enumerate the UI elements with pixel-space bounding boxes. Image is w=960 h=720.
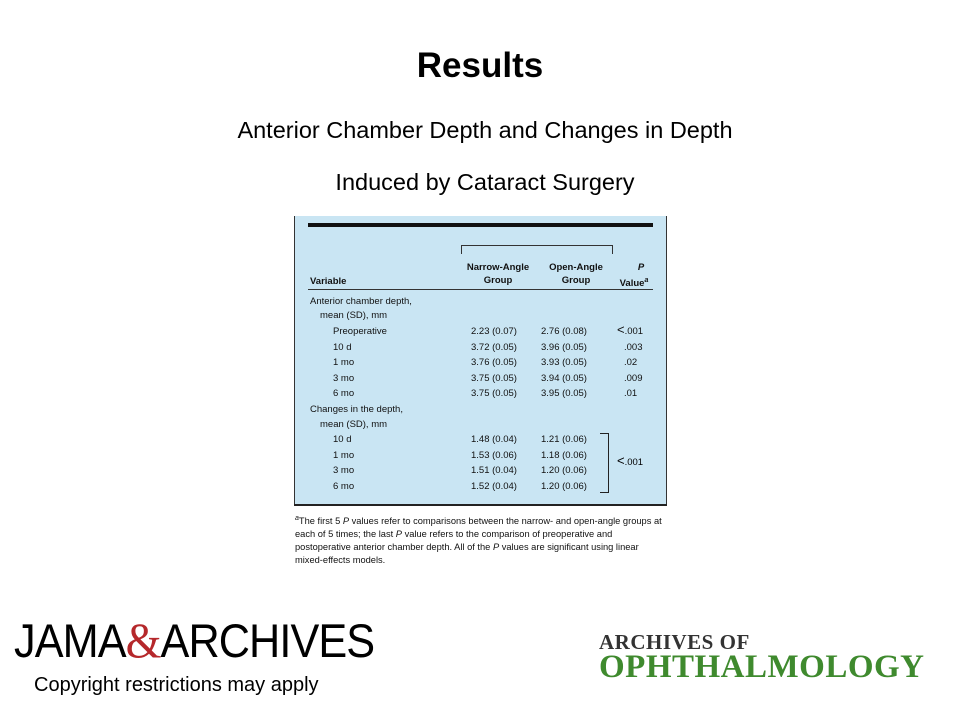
header-narrow-angle: [456, 261, 540, 287]
slide-title: Results: [416, 46, 544, 85]
row-narrow-value: 3.76 (0.05): [471, 357, 517, 368]
header-p-value-text: Value: [619, 278, 645, 290]
row-label: 1 mo: [333, 450, 355, 461]
row-label: 10 d: [333, 342, 352, 353]
row-open-value: 2.76 (0.08): [541, 326, 587, 337]
slide-subtitle-line2: Induced by Cataract Surgery: [335, 169, 635, 195]
row-label: 3 mo: [333, 465, 355, 476]
row-narrow-value: 1.53 (0.06): [471, 450, 517, 461]
jama-logo-ampersand: &: [125, 612, 161, 668]
jama-archives-logo: [14, 612, 374, 669]
row-p-value: .01: [624, 388, 638, 399]
header-narrow-line2: Group: [483, 275, 513, 286]
row-narrow-value: 3.75 (0.05): [471, 388, 517, 399]
journal-logo-bottom: OPHTHALMOLOGY: [599, 649, 925, 685]
row-label: 3 mo: [333, 373, 355, 384]
table-top-rule: [308, 223, 653, 227]
row-narrow-value: 3.75 (0.05): [471, 373, 517, 384]
row-open-value: 3.93 (0.05): [541, 357, 587, 368]
journal-logo-top: ARCHIVES OF: [599, 630, 750, 654]
row-open-value: 3.96 (0.05): [541, 342, 587, 353]
footnote-mark: a: [295, 515, 299, 522]
archives-logo-text: ARCHIVES: [160, 614, 375, 667]
row-open-value: 1.20 (0.06): [541, 465, 587, 476]
header-open-line1: Open-Angle: [549, 262, 603, 273]
slide-subtitle-line1: Anterior Chamber Depth and Changes in Depth: [237, 117, 733, 143]
footnote-text: values are significant using linear mixed-effects models.: [295, 542, 639, 566]
footnote-text: The first 5: [298, 516, 343, 527]
header-span-bar-right: [612, 245, 613, 254]
row-label: 6 mo: [333, 388, 355, 399]
section-label-sub: mean (SD), mm: [320, 310, 388, 321]
row-p-value: [617, 322, 644, 338]
header-p-letter: P: [637, 262, 645, 273]
row-narrow-value: 3.72 (0.05): [471, 342, 517, 353]
row-label: Preoperative: [333, 326, 387, 337]
row-narrow-value: 1.48 (0.04): [471, 434, 517, 445]
row-open-value: 3.95 (0.05): [541, 388, 587, 399]
footnote-text: value refers to the comparison of preoperative and postoperative anterior chamber depth. All of the: [295, 529, 613, 553]
row-open-value: 1.18 (0.06): [541, 450, 587, 461]
row-narrow-value: 1.52 (0.04): [471, 481, 517, 492]
footnote-p-italic: P: [395, 529, 402, 540]
footnote-text: values refer to comparisons between the narrow- and open-angle groups at each of 5 times; the last: [295, 516, 662, 540]
row-open-value: 3.94 (0.05): [541, 373, 587, 384]
p-number: .001: [624, 326, 644, 337]
header-narrow-line1: Narrow-Angle: [466, 262, 530, 273]
row-p-value: .003: [624, 342, 643, 353]
jama-logo-text: JAMA: [14, 614, 126, 667]
p-number: .001: [624, 457, 644, 468]
less-than-symbol: <: [617, 322, 625, 337]
footnote-p-italic: P: [492, 542, 500, 553]
header-p-value: [612, 261, 656, 290]
less-than-symbol: <: [617, 453, 625, 468]
row-p-value: .02: [624, 357, 638, 368]
row-label: 1 mo: [333, 357, 355, 368]
row-open-value: 1.21 (0.06): [541, 434, 587, 445]
header-p-footmark: a: [644, 277, 649, 284]
footnote-p-italic: P: [342, 516, 350, 527]
header-variable: Variable: [310, 276, 347, 287]
row-narrow-value: 2.23 (0.07): [471, 326, 517, 337]
shared-p-bracket: [600, 433, 609, 493]
row-open-value: 1.20 (0.06): [541, 481, 587, 492]
header-open-angle: [536, 261, 616, 287]
section-label: Anterior chamber depth,: [310, 296, 412, 307]
table-header-rule: [308, 289, 653, 290]
section-label: Changes in the depth,: [310, 404, 403, 415]
section-label-sub: mean (SD), mm: [320, 419, 388, 430]
row-label: 10 d: [333, 434, 352, 445]
row-label: 6 mo: [333, 481, 355, 492]
header-span-bar-top: [461, 245, 613, 246]
header-span-bar: [461, 245, 462, 254]
shared-p-value: [617, 453, 644, 469]
table-bottom-rule: [294, 504, 667, 506]
row-p-value: .009: [624, 373, 643, 384]
header-open-line2: Group: [561, 275, 591, 286]
row-narrow-value: 1.51 (0.04): [471, 465, 517, 476]
copyright-notice: Copyright restrictions may apply: [34, 674, 319, 696]
table-footnote: [295, 512, 667, 567]
